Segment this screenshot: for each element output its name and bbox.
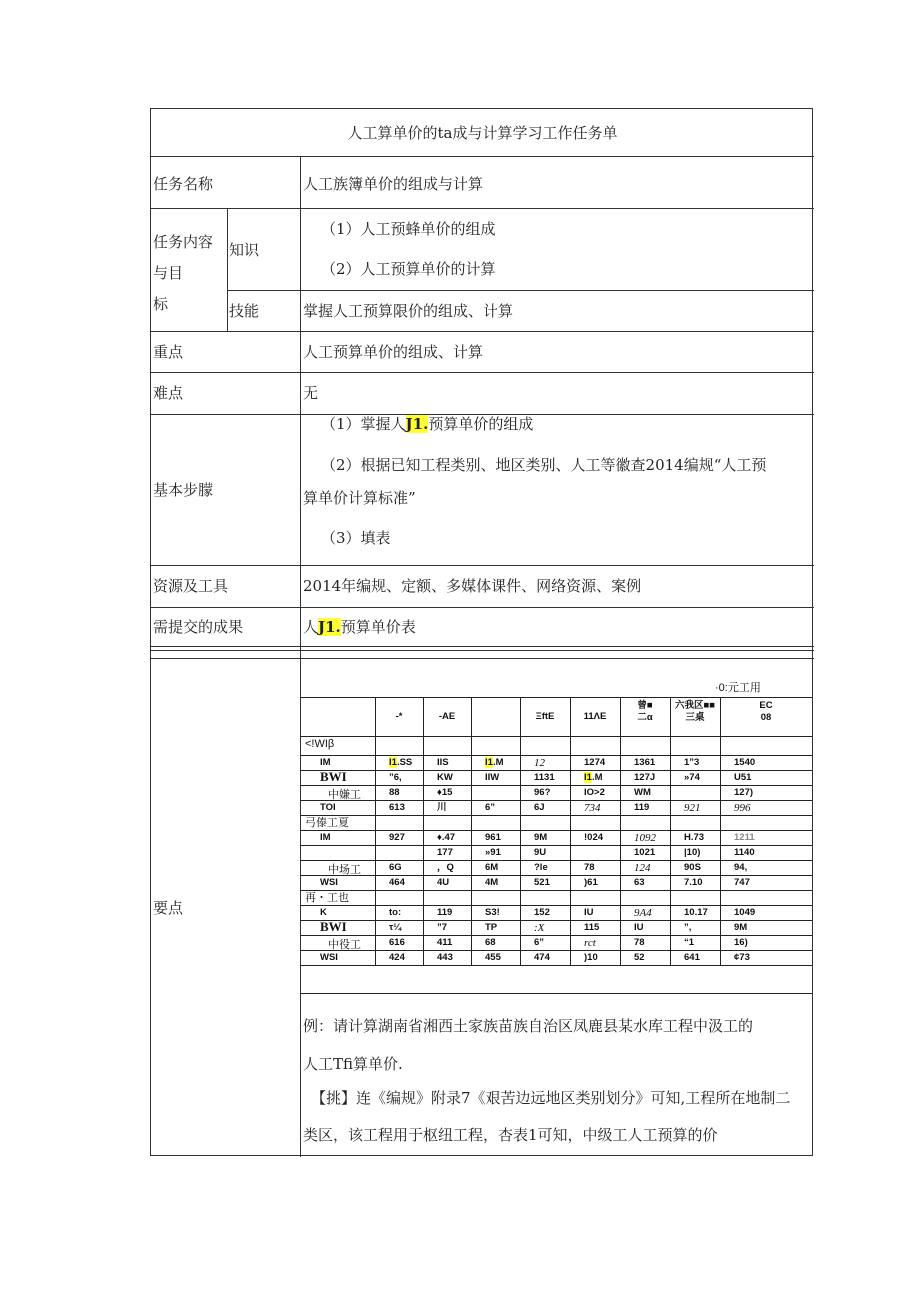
inner-table-cell: 78 bbox=[634, 937, 645, 948]
difficulty-value: 无 bbox=[303, 384, 319, 402]
inner-table-cell: 9A4 bbox=[634, 907, 652, 919]
inner-table-rule bbox=[300, 875, 812, 876]
inner-table-row-label: WSI bbox=[320, 877, 338, 888]
inner-table-cell: »91 bbox=[485, 847, 501, 858]
inner-table-rule bbox=[300, 920, 812, 921]
step-2-line1: （2）根据已知工程类别、地区类别、人工等徽查2014编规“人工预 bbox=[321, 456, 767, 474]
inner-table-row-label: TOI bbox=[320, 802, 336, 813]
inner-table-cell: 6” bbox=[485, 802, 496, 813]
solution-line2: 类区，该工程用于枢纽工程，杏表1可知，中级工人工预算的价 bbox=[303, 1126, 718, 1144]
inner-table-rule bbox=[300, 755, 812, 756]
inner-table-row-label: BWI bbox=[320, 769, 347, 784]
inner-table-cell: 1140 bbox=[734, 847, 755, 858]
essentials-label: 要点 bbox=[153, 899, 184, 917]
inner-table-cell: 961 bbox=[485, 832, 501, 843]
inner-table-cell: 6” bbox=[534, 937, 545, 948]
inner-table-cell: 152 bbox=[534, 907, 550, 918]
inner-table-header-cell: 11ΛE bbox=[583, 711, 607, 722]
inner-table-cell: TP bbox=[485, 922, 498, 933]
inner-table-cell: 1092 bbox=[634, 832, 656, 844]
inner-table-cell: 9M bbox=[534, 832, 548, 843]
task-name-label: 任务名称 bbox=[153, 175, 214, 193]
inner-table-cell: ，Q bbox=[437, 862, 454, 873]
inner-table-rule bbox=[300, 965, 812, 966]
inner-table-row-label: 中场工 bbox=[328, 864, 361, 876]
inner-table-row-label: 再・工也 bbox=[305, 892, 349, 904]
inner-table-header-cell: 曾■ 二α bbox=[637, 700, 653, 723]
inner-table-cell: 1131 bbox=[534, 772, 555, 783]
inner-table-cell: 927 bbox=[389, 832, 405, 843]
inner-table-row-label: WSI bbox=[320, 952, 338, 963]
inner-table-cell: ”6, bbox=[389, 772, 402, 783]
inner-table-cell: 521 bbox=[534, 877, 550, 888]
inner-table-cell: 641 bbox=[684, 952, 700, 963]
example-line2: 人工Tfi算单价. bbox=[303, 1055, 403, 1073]
inner-table-rule bbox=[300, 830, 812, 831]
inner-table-rule bbox=[720, 697, 721, 965]
inner-table-row-label: 中嫌工 bbox=[328, 789, 361, 801]
inner-table-cell: 921 bbox=[684, 802, 701, 814]
deliverable-label: 需提交的成果 bbox=[153, 618, 244, 636]
inner-table-rule bbox=[471, 697, 472, 965]
unit-label: ·0:元工用 bbox=[715, 682, 761, 694]
inner-table-cell: 4M bbox=[485, 877, 499, 888]
inner-table-rule bbox=[300, 890, 812, 891]
knowledge-label: 知识 bbox=[229, 241, 260, 259]
inner-table-row-label: 弓傣工夏 bbox=[305, 817, 349, 829]
example-line1: 例：请计算湖南省湘西土家族苗族自治区凤鹿县某水库工程中汲工的 bbox=[303, 1017, 754, 1035]
inner-table-cell: ♦.47 bbox=[437, 832, 456, 843]
inner-table-header-cell: EC 08 bbox=[759, 700, 773, 723]
inner-table-cell: KW bbox=[437, 772, 453, 783]
inner-table-cell: 6J bbox=[534, 802, 545, 813]
inner-table-cell: 94, bbox=[734, 862, 748, 873]
inner-table-rule bbox=[300, 785, 812, 786]
inner-table-cell: S3! bbox=[485, 907, 500, 918]
inner-table-cell: 1274 bbox=[584, 757, 606, 768]
inner-table-rule bbox=[300, 905, 812, 906]
inner-table-cell: 16) bbox=[734, 937, 748, 948]
inner-table-cell: 613 bbox=[389, 802, 405, 813]
inner-table-cell: )10 bbox=[584, 952, 598, 963]
inner-table-cell: ♦15 bbox=[437, 787, 453, 798]
inner-table-row-label: <!WIβ bbox=[305, 738, 335, 750]
inner-table-cell: 1211 bbox=[734, 832, 755, 843]
inner-table-cell: IIS bbox=[437, 757, 449, 768]
inner-table-cell: 443 bbox=[437, 952, 453, 963]
inner-table-cell: 616 bbox=[389, 937, 405, 948]
knowledge-item-2: （2）人工预算单价的计算 bbox=[321, 260, 496, 278]
page-title: 人工算单价的ta成与计算学习工作任务单 bbox=[347, 124, 618, 142]
inner-table-cell: ?le bbox=[534, 862, 548, 873]
inner-table-rule bbox=[300, 736, 812, 737]
inner-table-cell: 464 bbox=[389, 877, 405, 888]
inner-table-cell: H.73 bbox=[684, 832, 705, 843]
inner-table-cell: 12 bbox=[534, 757, 545, 769]
inner-table-cell: !024 bbox=[584, 832, 604, 843]
inner-table-cell: IU bbox=[584, 907, 594, 918]
deliverable-value: 人J1.预算单价表 bbox=[303, 618, 416, 636]
inner-table-row-label: IM bbox=[320, 832, 331, 843]
resources-label: 资源及工具 bbox=[153, 577, 229, 595]
inner-table-cell: 747 bbox=[734, 877, 750, 888]
key-point-label: 重点 bbox=[153, 343, 184, 361]
inner-table-cell: IO>2 bbox=[584, 787, 605, 798]
skill-label: 技能 bbox=[229, 302, 260, 320]
inner-table-cell: 90S bbox=[684, 862, 701, 873]
solution-line1: 【挑】连《编规》附录7《艰苦边远地区类别划分》可知,工程所在地制二 bbox=[311, 1089, 791, 1107]
inner-table-rule bbox=[300, 697, 812, 698]
inner-table-rule bbox=[375, 697, 376, 965]
inner-table-rule bbox=[300, 860, 812, 861]
inner-table-cell: 411 bbox=[437, 937, 453, 948]
inner-table-header-cell: ΞftE bbox=[535, 711, 555, 722]
inner-table-cell: 127J bbox=[634, 772, 656, 783]
difficulty-label: 难点 bbox=[153, 384, 184, 402]
inner-table-header-cell: -AE bbox=[438, 711, 456, 722]
inner-table-cell: ”, bbox=[684, 922, 692, 933]
step-2-line2: 算单价计算标准” bbox=[303, 489, 416, 507]
step-3: （3）填表 bbox=[321, 529, 391, 547]
inner-table-cell: to: bbox=[389, 907, 402, 918]
inner-table-cell: I1.M bbox=[485, 757, 504, 768]
inner-table-cell: 734 bbox=[584, 802, 601, 814]
inner-table-cell: ¢73 bbox=[734, 952, 750, 963]
inner-table-cell: 63 bbox=[634, 877, 645, 888]
inner-table-cell: 177 bbox=[437, 847, 453, 858]
inner-table-cell: WM bbox=[634, 787, 651, 798]
inner-table-cell: 115 bbox=[584, 922, 600, 933]
inner-table-rule bbox=[670, 697, 671, 965]
inner-table-rule bbox=[300, 770, 812, 771]
inner-table-rule bbox=[620, 697, 621, 965]
inner-table-cell: rct bbox=[584, 937, 596, 949]
task-name-value: 人工族簿单价的组成与计算 bbox=[303, 175, 484, 193]
inner-table-cell: 4U bbox=[437, 877, 450, 888]
inner-table-cell: 10.17 bbox=[684, 907, 708, 918]
inner-table-cell: I1.SS bbox=[389, 757, 413, 768]
inner-table-row-label: BWI bbox=[320, 919, 347, 934]
inner-table-cell: 6G bbox=[389, 862, 402, 873]
inner-table-cell: IU bbox=[634, 922, 644, 933]
inner-table-cell: 455 bbox=[485, 952, 501, 963]
inner-table-cell: 474 bbox=[534, 952, 550, 963]
inner-table-cell: 1540 bbox=[734, 757, 756, 768]
inner-table-cell: U51 bbox=[734, 772, 752, 783]
inner-table-rule bbox=[300, 993, 812, 994]
step-1: （1）掌握人J1.预算单价的组成 bbox=[321, 415, 534, 433]
resources-value: 2014年编规、定额、多媒体课件、网络资源、案例 bbox=[303, 577, 642, 595]
inner-table-cell: 68 bbox=[485, 937, 496, 948]
inner-table-cell: )61 bbox=[584, 877, 598, 888]
knowledge-item-1: （1）人工预蜂单价的组成 bbox=[321, 220, 496, 238]
inner-table-rule bbox=[300, 800, 812, 801]
inner-table-rule bbox=[300, 815, 812, 816]
inner-table-header-cell: 六我区■■ 三桌 bbox=[675, 700, 715, 723]
inner-table-cell: 124 bbox=[634, 862, 651, 874]
inner-table-cell: “1 bbox=[684, 937, 695, 948]
basic-steps-label: 基本步朦 bbox=[153, 481, 214, 499]
inner-table-cell: 7.10 bbox=[684, 877, 703, 888]
inner-table-rule bbox=[570, 697, 571, 965]
task-content-label-line3: 标 bbox=[153, 295, 169, 313]
inner-table-cell: 1021 bbox=[634, 847, 656, 858]
inner-table-header-cell: -* bbox=[395, 711, 403, 722]
task-content-label-line1: 任务内容 bbox=[153, 233, 214, 251]
inner-table-cell: 88 bbox=[389, 787, 400, 798]
task-sheet-table bbox=[150, 108, 813, 1156]
inner-table-cell: I1.M bbox=[584, 772, 603, 783]
inner-table-rule bbox=[423, 697, 424, 965]
inner-table-cell: τ¼ bbox=[389, 922, 402, 933]
inner-table-cell: 9M bbox=[734, 922, 748, 933]
inner-table-cell: 424 bbox=[389, 952, 405, 963]
inner-table-rule bbox=[300, 950, 812, 951]
inner-table-cell: 1361 bbox=[634, 757, 656, 768]
inner-table-cell: 6M bbox=[485, 862, 499, 873]
inner-table-cell: 9U bbox=[534, 847, 547, 858]
inner-table-row-label: IM bbox=[320, 757, 331, 768]
inner-table-rule bbox=[300, 935, 812, 936]
inner-table-cell: 119 bbox=[437, 907, 453, 918]
inner-table-cell: 996 bbox=[734, 802, 751, 814]
task-content-label-line2: 与目 bbox=[153, 264, 184, 282]
inner-table-rule bbox=[520, 697, 521, 965]
inner-table-cell: »74 bbox=[684, 772, 700, 783]
inner-table-cell: IIW bbox=[485, 772, 500, 783]
inner-table-cell: 川 bbox=[437, 802, 447, 813]
inner-table-cell: ”7 bbox=[437, 922, 448, 933]
inner-table-row-label: K bbox=[320, 907, 327, 918]
inner-table-cell: 96? bbox=[534, 787, 551, 798]
inner-table-cell: 78 bbox=[584, 862, 595, 873]
inner-table-cell: 1049 bbox=[734, 907, 756, 918]
skill-value: 掌握人工预算限价的组成、计算 bbox=[303, 302, 514, 320]
inner-table-cell: 1”3 bbox=[684, 757, 700, 768]
inner-table-cell: 127) bbox=[734, 787, 754, 798]
key-point-value: 人工预算单价的组成、计算 bbox=[303, 343, 484, 361]
inner-table-cell: :X bbox=[534, 922, 545, 934]
inner-table-cell: |10) bbox=[684, 847, 701, 858]
inner-table-row-label: 中役工 bbox=[328, 939, 361, 951]
inner-table-cell: 119 bbox=[634, 802, 650, 813]
inner-table-cell: 52 bbox=[634, 952, 645, 963]
inner-table-rule bbox=[300, 845, 812, 846]
